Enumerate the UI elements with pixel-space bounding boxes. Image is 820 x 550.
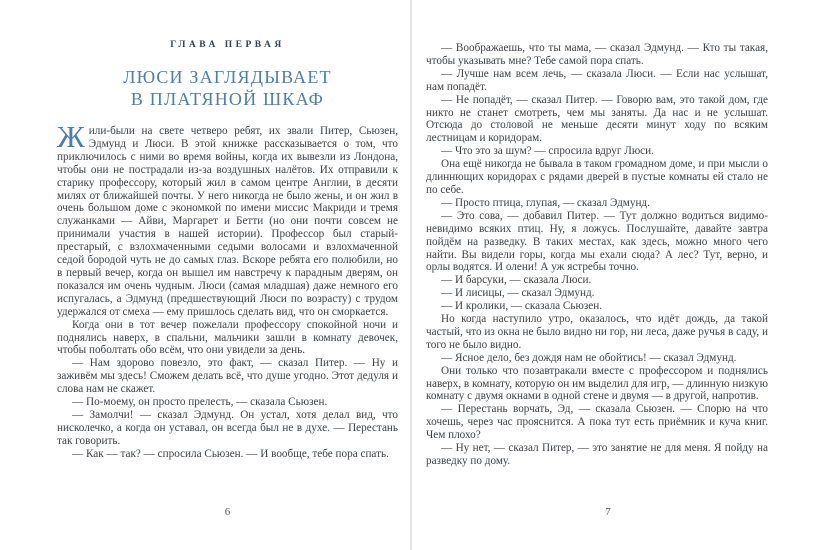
paragraph: — Что это за шум? — спросила вдруг Люси. [441,145,654,158]
paragraph: — Лучше нам всем лечь, — сказала Люси. — Если нас услышат, нам попадёт. [426,67,768,93]
chapter-title [57,66,398,110]
paragraph: Они только что позавтракали вместе с профессором и поднялись наверх, в комнату, которую он им выделил для игр, — длинную низкую комнату с двумя окнами в одной стене и двумя — в другой, напротив. [426,364,768,403]
left-page [57,40,398,461]
paragraph: — Это сова, — добавил Питер. — Тут должно водиться видимо-невидимо всяких птиц. Ну, я ложусь. Послушайте, давайте завтра пойдём на разведку. В таких местах, как здесь, можно много чего найти. Вы видели горы, когда мы ехали сюда? А лес? Тут, верно, и орлы водятся. И олени! А уж ястребы точно. [426,209,768,274]
page-number-right: 7 [605,506,611,518]
paragraph: — Перестань ворчать, Эд, — сказала Сьюзен. — Спорю на что хочешь, через час прояснится. А пока тут есть приёмник и куча книг. Чем плохо? [426,403,768,442]
paragraph: Когда они в тот вечер пожелали профессору спокойной ночи и поднялись наверх, в спальни, мальчики зашли в комнату девочек, чтобы поболтать обо всём, что они увидели за день. [57,318,398,357]
paragraph-text: или-были на свете четверо ребят, их звали Питер, Сьюзен, Эдмунд и Люси. В этой книжке рассказывается о том, что приключилось с ними во время войны, когда их вывезли из Лондона, чтобы они не пострадали из-за воздушных налётов. Их отправили к старику профессору, который жил в самом центре Англии, в десяти милях от ближайшей почты. У него никогда не было жены, и он жил в очень большом доме с экономкой по имени миссис Макриди и тремя служанками — Айви, Маргарет и Бетти (но они почти совсем не принимали участия в нашей истории). Профессор был старый-престарый, с взлохмаченными седыми волосами и взлохмаченной седой бородой чуть не до самых глаз. Вскоре ребята его полюбили, но в первый вечер, когда он вышел им навстречу к парадным дверям, он показался им очень чудным. Люси (самая младшая) даже немного его испугалась, а Эдмунд (предшествующий Люси по возрасту) с трудом удержался от смеха — ему пришлось сделать вид, что он сморкается. [57,125,398,318]
paragraph: — И барсуки, — сказала Люси. [441,274,592,287]
right-page-body [426,42,768,468]
chapter-title-line2: В ПЛАТЯНОЙ ШКАФ [130,89,325,109]
page-number-left: 6 [224,506,231,518]
paragraph: — Воображаешь, что ты мама, — сказал Эдмунд. — Кто ты такая, чтобы указывать мне? Тебе самой пора спать. [426,42,768,67]
chapter-title-line1: ЛЮСИ ЗАГЛЯДЫВАЕТ [123,67,332,87]
paragraph [57,119,398,319]
paragraph: — По-моему, он просто прелесть, — сказала Сьюзен. [72,396,328,409]
paragraph: — И кролики, — сказала Сьюзен. [441,300,603,313]
paragraph: — Ну нет, — сказал Питер, — это занятие не для меня. Я пойду на разведку по дому. [426,442,768,467]
page-gutter-divider [410,0,412,550]
paragraph: — Ясное дело, без дождя нам не обойтись! — сказал Эдмунд. [441,351,737,364]
left-page-body [57,119,398,461]
paragraph: — Замолчи! — сказал Эдмунд. Он устал, хотя делал вид, что нисколечко, а когда он уставал, он всегда был не в духе. — Перестань так говорить. [57,408,398,447]
paragraph: Она ещё никогда не бывала в таком громадном доме, и при мысли о длиннющих коридорах с рядами дверей в пустые комнаты ей стало не по себе. [426,158,768,196]
right-page [426,42,768,468]
paragraph: — Нам здорово повезло, это факт, — сказал Питер. — Ну и заживём мы здесь! Сможем делать всё, что душе угодно. Этот дедуля и слова нам не скажет. [57,357,398,396]
paragraph: — Не попадёт, — сказал Питер. — Говорю вам, это такой дом, где никто не станет смотреть, чем мы заняты. Да нас и не услышат. Отсюда до столовой не меньше десяти минут ходу по всяким лестницам и коридорам. [426,93,768,145]
paragraph: Но когда наступило утро, оказалось, что идёт дождь, да такой частый, что из окна не было видно ни гор, ни леса, даже ручья в саду, и того не было видно. [426,313,768,351]
chapter-label: ГЛАВА ПЕРВАЯ [170,40,285,50]
paragraph: — Просто птица, глупая, — сказал Эдмунд. [441,196,650,209]
paragraph: — И лисицы, — сказал Эдмунд. [441,287,595,300]
drop-cap: Ж [57,119,85,154]
paragraph: — Как — так? — спросила Сьюзен. — И вообще, тебе пора спать. [72,447,389,460]
